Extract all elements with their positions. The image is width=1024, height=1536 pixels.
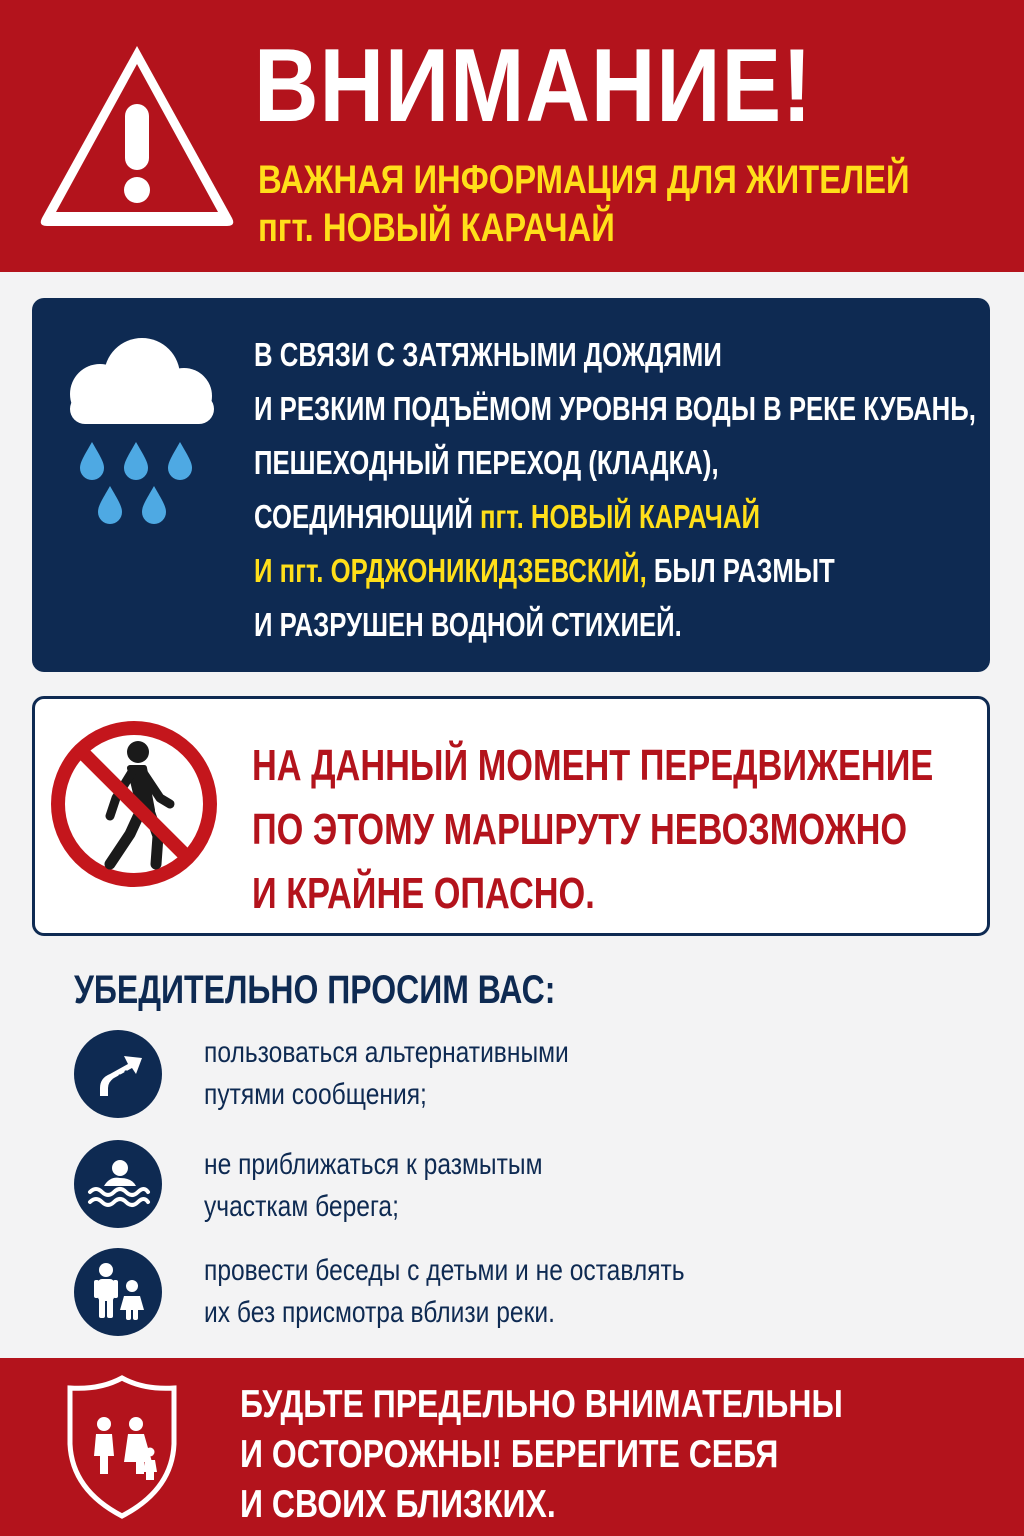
rain-cloud-icon — [64, 336, 220, 532]
page-title: ВНИМАНИЕ! — [254, 28, 813, 144]
info-text-plain: СОЕДИНЯЮЩИЙ — [254, 498, 480, 535]
footer-line: И ОСТОРОЖНЫ! БЕРЕГИТЕ СЕБЯ — [240, 1433, 779, 1476]
request-line: провести беседы с детьми и не оставлять — [204, 1254, 685, 1287]
requests-heading: УБЕДИТЕЛЬНО ПРОСИМ ВАС: — [74, 968, 556, 1012]
drowning-person-icon — [74, 1140, 162, 1228]
info-line: В СВЯЗИ С ЗАТЯЖНЫМИ ДОЖДЯМИ — [254, 336, 722, 373]
settlement-highlight: пгт. НОВЫЙ КАРАЧАЙ — [479, 498, 760, 535]
warning-triangle-icon — [34, 38, 240, 234]
request-item — [204, 1144, 542, 1228]
request-line: путями сообщения; — [204, 1078, 427, 1111]
request-item — [204, 1250, 685, 1334]
danger-message — [252, 734, 933, 926]
info-line: И РЕЗКИМ ПОДЪЁМОМ УРОВНЯ ВОДЫ В РЕКЕ КУБАНЬ, — [254, 390, 976, 427]
danger-line: НА ДАННЫЙ МОМЕНТ ПЕРЕДВИЖЕНИЕ — [252, 741, 934, 790]
footer-message — [240, 1380, 843, 1530]
request-line: пользоваться альтернативными — [204, 1036, 569, 1069]
info-line — [254, 544, 976, 598]
settlement-highlight: И пгт. ОРДЖОНИКИДЗЕВСКИЙ, — [254, 552, 647, 589]
request-item — [204, 1032, 569, 1116]
request-line: их без присмотра вблизи реки. — [204, 1296, 555, 1329]
no-pedestrian-icon — [48, 718, 220, 890]
subtitle-line: пгт. НОВЫЙ КАРАЧАЙ — [258, 206, 615, 250]
detour-arrow-icon — [74, 1030, 162, 1118]
family-shield-icon — [62, 1372, 182, 1522]
info-text-plain: БЫЛ РАЗМЫТ — [646, 552, 835, 589]
request-line: участкам берега; — [204, 1190, 399, 1223]
danger-line: ПО ЭТОМУ МАРШРУТУ НЕВОЗМОЖНО — [252, 805, 908, 854]
info-line: ПЕШЕХОДНЫЙ ПЕРЕХОД (КЛАДКА), — [254, 444, 719, 481]
info-line: И РАЗРУШЕН ВОДНОЙ СТИХИЕЙ. — [254, 606, 682, 643]
request-line: не приближаться к размытым — [204, 1148, 543, 1181]
adult-child-icon — [74, 1248, 162, 1336]
info-line — [254, 490, 976, 544]
footer-line: БУДЬТЕ ПРЕДЕЛЬНО ВНИМАТЕЛЬНЫ — [240, 1383, 843, 1426]
danger-line: И КРАЙНЕ ОПАСНО. — [252, 869, 595, 918]
subtitle-line: ВАЖНАЯ ИНФОРМАЦИЯ ДЛЯ ЖИТЕЛЕЙ — [258, 158, 910, 202]
info-message — [254, 328, 976, 652]
page-subtitle — [258, 156, 910, 252]
footer-line: И СВОИХ БЛИЗКИХ. — [240, 1483, 556, 1526]
